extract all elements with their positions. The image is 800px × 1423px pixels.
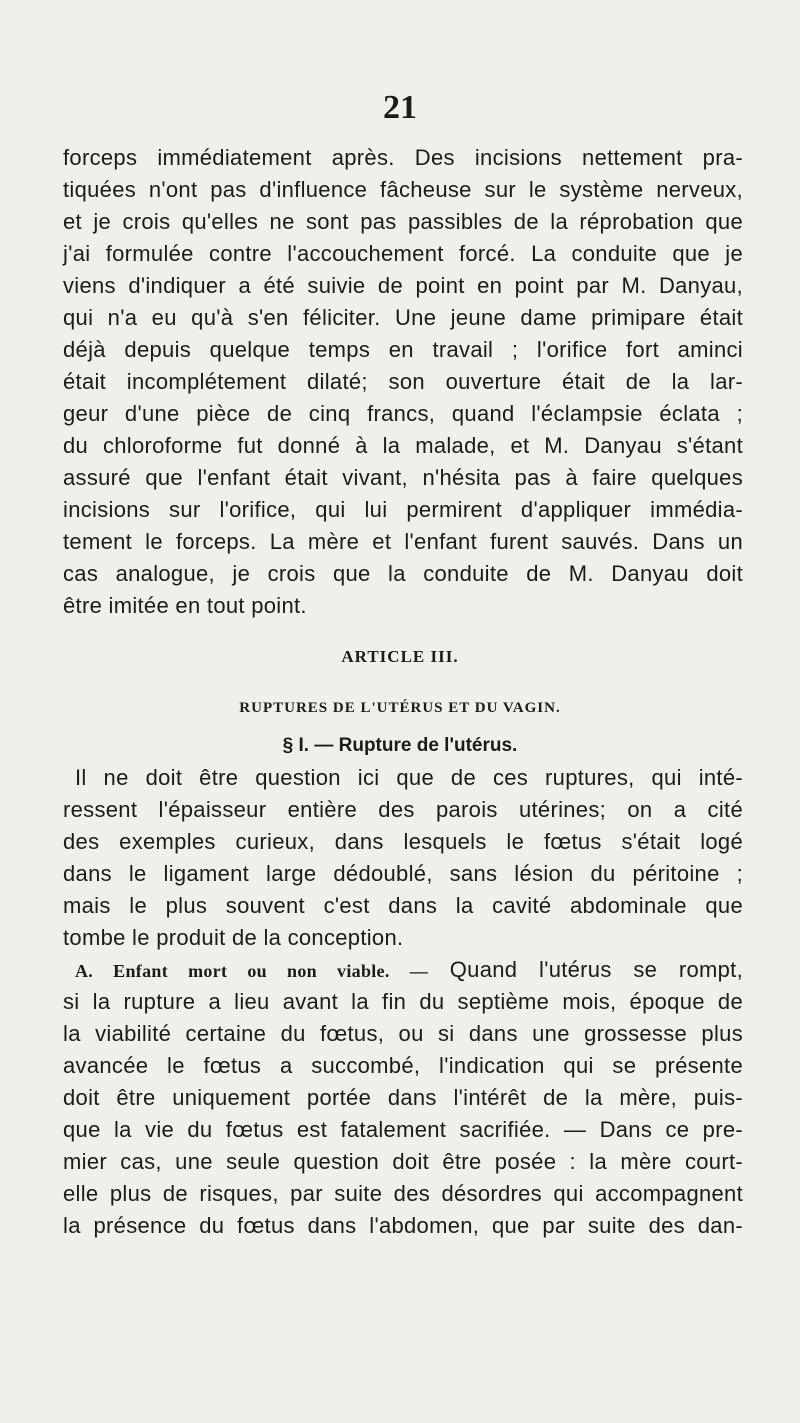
- text-line: et je crois qu'elles ne sont pas passibles de la réprobation que: [63, 209, 743, 234]
- paragraph-2: [63, 762, 743, 954]
- paragraph-3: [63, 954, 743, 1242]
- text-line: ressent l'épaisseur entière des parois utérines; on a cité: [63, 797, 743, 822]
- text-line: mais le plus souvent c'est dans la cavité abdominale que: [63, 893, 743, 918]
- subsection-title: § I. — Rupture de l'utérus.: [282, 735, 518, 756]
- text-line: cas analogue, je crois que la conduite de M. Danyau doit: [63, 561, 743, 586]
- text-line: forceps immédiatement après. Des incisions nettement pra-: [63, 145, 743, 170]
- text-line: tombe le produit de la conception.: [63, 925, 404, 950]
- text-line: tement le forceps. La mère et l'enfant furent sauvés. Dans un: [63, 529, 743, 554]
- text-line: mier cas, une seule question doit être posée : la mère court-: [63, 1149, 743, 1174]
- text-line: la viabilité certaine du fœtus, ou si dans une grossesse plus: [63, 1021, 743, 1046]
- text-line: du chloroforme fut donné à la malade, et M. Danyau s'étant: [63, 433, 743, 458]
- text-line: dans le ligament large dédoublé, sans lésion du péritoine ;: [63, 861, 743, 886]
- text-line-first: [63, 954, 743, 986]
- text-line: tiquées n'ont pas d'influence fâcheuse sur le système nerveux,: [63, 177, 743, 202]
- text-line: viens d'indiquer a été suivie de point en point par M. Danyau,: [63, 273, 743, 298]
- text-line: elle plus de risques, par suite des désordres qui accompagnent: [63, 1181, 743, 1206]
- text-line: que la vie du fœtus est fatalement sacrifiée. — Dans ce pre-: [63, 1117, 743, 1142]
- text-line: assuré que l'enfant était vivant, n'hésita pas à faire quelques: [63, 465, 743, 490]
- text-line: avancée le fœtus a succombé, l'indication qui se présente: [63, 1053, 743, 1078]
- text-line: des exemples curieux, dans lesquels le fœtus s'était logé: [63, 829, 743, 854]
- text-line: incisions sur l'orifice, qui lui permirent d'appliquer immédia-: [63, 497, 743, 522]
- text-line: j'ai formulée contre l'accouchement forcé. La conduite que je: [63, 241, 743, 266]
- page-number: 21: [383, 89, 417, 126]
- text-line: qui n'a eu qu'à s'en féliciter. Une jeune dame primipare était: [63, 305, 743, 330]
- text-line: Il ne doit être question ici que de ces ruptures, qui inté-: [75, 765, 743, 790]
- article-title: ARTICLE III.: [341, 647, 459, 666]
- section-title: RUPTURES DE L'UTÉRUS ET DU VAGIN.: [239, 700, 561, 716]
- text-line: la présence du fœtus dans l'abdomen, que par suite des dan-: [63, 1213, 743, 1238]
- first-line-rest: Quand l'utérus se rompt,: [449, 957, 744, 982]
- text-line: doit être uniquement portée dans l'intérêt de la mère, puis-: [63, 1085, 743, 1110]
- text-line: déjà depuis quelque temps en travail ; l'orifice fort aminci: [63, 337, 743, 362]
- paragraph-1: [63, 142, 743, 622]
- text-line: si la rupture a lieu avant la fin du septième mois, époque de: [63, 989, 743, 1014]
- text-line: geur d'une pièce de cinq francs, quand l'éclampsie éclata ;: [63, 401, 743, 426]
- run-in-heading: A. Enfant mort ou non viable. —: [75, 961, 429, 981]
- text-line: était incomplétement dilaté; son ouverture était de la lar-: [63, 369, 743, 394]
- text-line: être imitée en tout point.: [63, 593, 307, 618]
